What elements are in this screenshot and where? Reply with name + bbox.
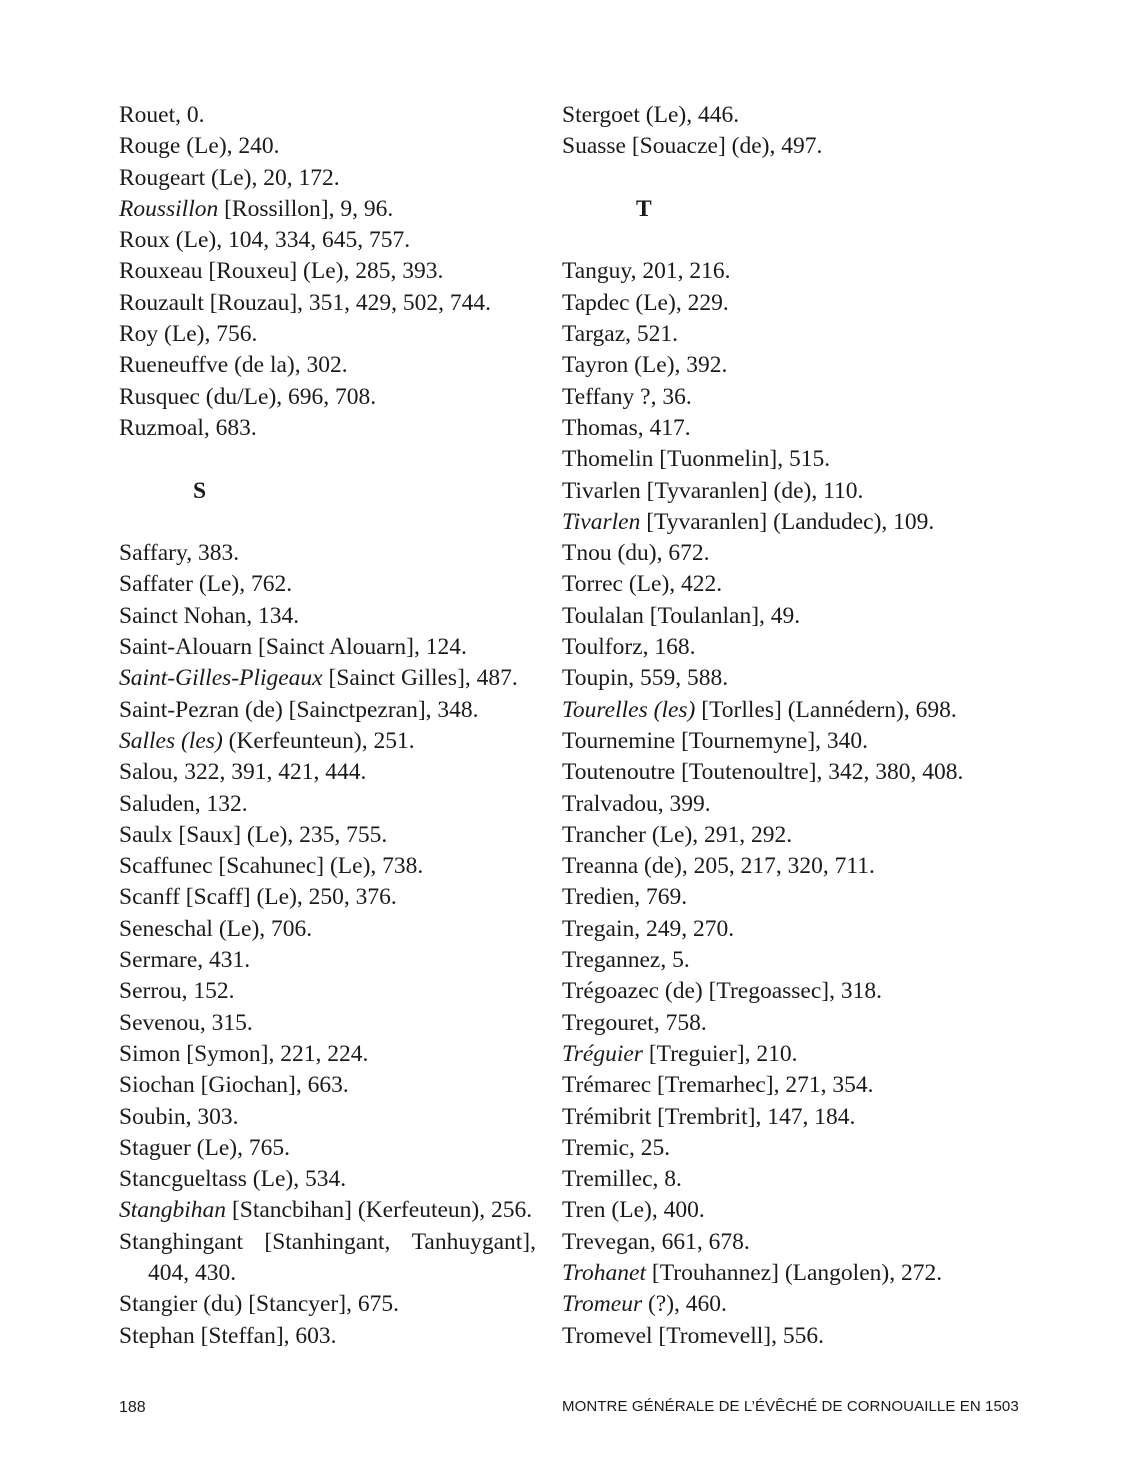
index-entry <box>562 1070 1002 1101</box>
entry-text: Sainct Nohan, 134. <box>119 602 300 629</box>
index-entry <box>562 256 1002 287</box>
index-entry <box>119 256 539 287</box>
index-entry <box>562 726 1002 757</box>
index-entry <box>119 1164 539 1195</box>
entry-text: Toupin, 559, 588. <box>562 665 729 692</box>
entry-text: Torrec (Le), 422. <box>562 571 723 598</box>
index-entry <box>562 757 1002 788</box>
index-entry <box>562 507 1002 538</box>
entry-text: Tren (Le), 400. <box>562 1197 705 1224</box>
entry-text: Saffater (Le), 762. <box>119 571 293 598</box>
entry-text: [Stancbihan] (Kerfeuteun), 256. <box>226 1197 533 1224</box>
entry-text: Rusquec (du/Le), 696, 708. <box>119 383 377 410</box>
entry-text: Tournemine [Tournemyne], 340. <box>562 727 869 754</box>
entry-text: Simon [Symon], 221, 224. <box>119 1040 369 1067</box>
index-entry <box>119 100 539 131</box>
index-entry <box>119 1039 539 1070</box>
index-entry <box>562 851 1002 882</box>
index-entry <box>119 538 539 569</box>
entry-text: Saluden, 132. <box>119 790 248 817</box>
entry-text: Saint-Pezran (de) [Sainctpezran], 348. <box>119 696 479 723</box>
entry-text: Tralvadou, 399. <box>562 790 711 817</box>
index-entry <box>119 131 539 162</box>
entry-text: Tivarlen [Tyvaranlen] (de), 110. <box>562 477 864 504</box>
index-entry <box>119 820 539 851</box>
index-entry <box>119 726 539 757</box>
index-entry <box>562 1258 1002 1289</box>
entry-text: Rouzault [Rouzau], 351, 429, 502, 744. <box>119 289 492 316</box>
index-entry <box>119 976 539 1007</box>
entry-text: Stangier (du) [Stancyer], 675. <box>119 1291 399 1318</box>
entry-text: Toutenoutre [Toutenoultre], 342, 380, 408. <box>562 759 964 786</box>
entry-word: Tanhuygant], <box>411 1228 536 1255</box>
page-number: 188 <box>119 1399 146 1416</box>
index-entry <box>119 757 539 788</box>
index-entry <box>119 914 539 945</box>
index-entry <box>119 194 539 225</box>
index-entry <box>119 288 539 319</box>
index-entry <box>119 569 539 600</box>
entry-text: [Sainct Gilles], 487. <box>322 665 518 692</box>
index-entry <box>562 382 1002 413</box>
index-entry <box>119 1321 539 1352</box>
entry-text: Stephan [Steffan], 603. <box>119 1322 337 1349</box>
index-entry <box>562 1164 1002 1195</box>
section-letter-heading: S <box>193 477 207 504</box>
entry-text: Trémibrit [Trembrit], 147, 184. <box>562 1103 856 1130</box>
index-entry <box>562 976 1002 1007</box>
entry-text: Tregouret, 758. <box>562 1009 707 1036</box>
index-entry <box>119 851 539 882</box>
entry-text: [Torlles] (Lannédern), 698. <box>695 696 957 723</box>
entry-text: Toulforz, 168. <box>562 634 696 661</box>
entry-text: Roux (Le), 104, 334, 645, 757. <box>119 227 411 254</box>
index-entry <box>562 413 1002 444</box>
entry-text: Ruzmoal, 683. <box>119 414 257 441</box>
index-entry <box>562 1321 1002 1352</box>
index-entry <box>562 1039 1002 1070</box>
running-title: MONTRE GÉNÉRALE DE L’ÉVÊCHÉ DE CORNOUAILLE EN 1503 <box>562 1398 1019 1415</box>
entry-text: Roy (Le), 756. <box>119 321 258 348</box>
index-entry <box>562 350 1002 381</box>
entry-text: Staguer (Le), 765. <box>119 1134 290 1161</box>
index-entry <box>119 601 539 632</box>
index-entry <box>562 1008 1002 1039</box>
entry-text: Rougeart (Le), 20, 172. <box>119 164 340 191</box>
index-entry <box>562 100 1002 131</box>
entry-text: Rouge (Le), 240. <box>119 133 280 160</box>
entry-text: Saulx [Saux] (Le), 235, 755. <box>119 821 388 848</box>
index-entry <box>562 1227 1002 1258</box>
entry-text: Tregain, 249, 270. <box>562 915 735 942</box>
index-entry <box>562 632 1002 663</box>
index-entry <box>119 1070 539 1101</box>
index-entry <box>119 789 539 820</box>
index-entry <box>119 319 539 350</box>
index-entry <box>562 538 1002 569</box>
index-entry <box>562 288 1002 319</box>
entry-place-name: Tourelles (les) <box>562 696 696 723</box>
index-entry <box>119 1133 539 1164</box>
index-column-left <box>119 100 539 1352</box>
index-entry <box>119 382 539 413</box>
entry-text: Salou, 322, 391, 421, 444. <box>119 759 367 786</box>
entry-text: Tremic, 25. <box>562 1134 671 1161</box>
entry-text: [Trouhannez] (Langolen), 272. <box>646 1259 943 1286</box>
entry-text: Tanguy, 201, 216. <box>562 258 731 285</box>
entry-text: Targaz, 521. <box>562 321 679 348</box>
entry-text: [Tyvaranlen] (Landudec), 109. <box>640 508 935 535</box>
entry-text: Rouet, 0. <box>119 102 205 128</box>
index-entry <box>119 1102 539 1133</box>
entry-text: Tregannez, 5. <box>562 947 690 974</box>
index-entry <box>119 1195 539 1226</box>
index-entry <box>562 663 1002 694</box>
entry-text: Trégoazec (de) [Tregoassec], 318. <box>562 978 882 1005</box>
index-column-right <box>562 100 1002 1352</box>
entry-text: [Treguier], 210. <box>642 1040 798 1067</box>
index-entry-continuation <box>119 1258 539 1289</box>
index-entry <box>119 225 539 256</box>
index-entry <box>119 163 539 194</box>
index-entry <box>562 601 1002 632</box>
index-entry <box>562 476 1002 507</box>
index-entry <box>562 444 1002 475</box>
entry-text: (Kerfeunteun), 251. <box>222 727 415 754</box>
entry-text: Trevegan, 661, 678. <box>562 1228 750 1255</box>
entry-text: Sevenou, 315. <box>119 1009 253 1036</box>
entry-place-name: Tivarlen <box>562 508 641 535</box>
entry-text: Thomas, 417. <box>562 414 691 441</box>
entry-text: 404, 430. <box>148 1259 237 1286</box>
index-entry <box>562 1102 1002 1133</box>
entry-text: Scanff [Scaff] (Le), 250, 376. <box>119 884 397 911</box>
index-entry <box>562 569 1002 600</box>
entry-place-name: Saint-Gilles-Pligeaux <box>119 665 323 692</box>
entry-text: Trémarec [Tremarhec], 271, 354. <box>562 1072 874 1099</box>
entry-text: Sermare, 431. <box>119 947 251 974</box>
index-entry <box>119 1227 536 1258</box>
entry-text: Tredien, 769. <box>562 884 688 911</box>
entry-text: Serrou, 152. <box>119 978 235 1005</box>
entry-text: (?), 460. <box>642 1291 727 1318</box>
index-entry <box>562 914 1002 945</box>
index-entry <box>119 945 539 976</box>
entry-text: Toulalan [Toulanlan], 49. <box>562 602 801 629</box>
index-entry <box>562 882 1002 913</box>
index-entry <box>119 1289 539 1320</box>
entry-text: [Rossillon], 9, 96. <box>218 195 394 222</box>
index-entry <box>119 882 539 913</box>
index-entry <box>562 820 1002 851</box>
entry-text: Tayron (Le), 392. <box>562 352 728 379</box>
entry-text: Stancgueltass (Le), 534. <box>119 1166 347 1193</box>
entry-text: Tromevel [Tromevell], 556. <box>562 1322 824 1349</box>
entry-word: Stanghingant <box>119 1228 244 1255</box>
index-entry <box>119 413 539 444</box>
index-entry <box>562 695 1002 726</box>
index-entry <box>562 945 1002 976</box>
index-entry <box>562 1195 1002 1226</box>
entry-text: Rouxeau [Rouxeu] (Le), 285, 393. <box>119 258 444 285</box>
entry-text: Siochan [Giochan], 663. <box>119 1072 349 1099</box>
entry-text: Saint-Alouarn [Sainct Alouarn], 124. <box>119 634 467 661</box>
entry-text: Tnou (du), 672. <box>562 540 710 567</box>
entry-place-name: Tréguier <box>562 1040 643 1067</box>
index-entry <box>119 663 539 694</box>
entry-text: Soubin, 303. <box>119 1103 239 1130</box>
entry-text: Stergoet (Le), 446. <box>562 102 740 128</box>
entry-place-name: Salles (les) <box>119 727 223 754</box>
entry-place-name: Stangbihan <box>119 1197 227 1224</box>
entry-text: Teffany ?, 36. <box>562 383 692 410</box>
entry-word: [Stanhingant, <box>264 1228 391 1255</box>
entry-place-name: Trohanet <box>562 1259 647 1286</box>
entry-text: Treanna (de), 205, 217, 320, 711. <box>562 853 875 880</box>
entry-place-name: Tromeur <box>562 1291 643 1318</box>
index-entry <box>562 1133 1002 1164</box>
entry-text: Saffary, 383. <box>119 540 240 567</box>
index-entry <box>562 131 1002 162</box>
section-letter-heading: T <box>636 195 652 222</box>
index-entry <box>562 789 1002 820</box>
index-entry <box>119 1008 539 1039</box>
entry-text: Tremillec, 8. <box>562 1166 682 1193</box>
index-entry <box>119 632 539 663</box>
index-entry <box>562 1289 1002 1320</box>
entry-text: Rueneuffve (de la), 302. <box>119 352 348 379</box>
entry-text: Scaffunec [Scahunec] (Le), 738. <box>119 853 424 880</box>
entry-text: Trancher (Le), 291, 292. <box>562 821 793 848</box>
entry-text: Tapdec (Le), 229. <box>562 289 729 316</box>
entry-text: Thomelin [Tuonmelin], 515. <box>562 446 831 473</box>
index-entry <box>119 350 539 381</box>
entry-text: Suasse [Souacze] (de), 497. <box>562 133 823 160</box>
index-entry <box>562 319 1002 350</box>
entry-place-name: Roussillon <box>119 195 219 222</box>
entry-text: Seneschal (Le), 706. <box>119 915 313 942</box>
index-entry <box>119 695 539 726</box>
